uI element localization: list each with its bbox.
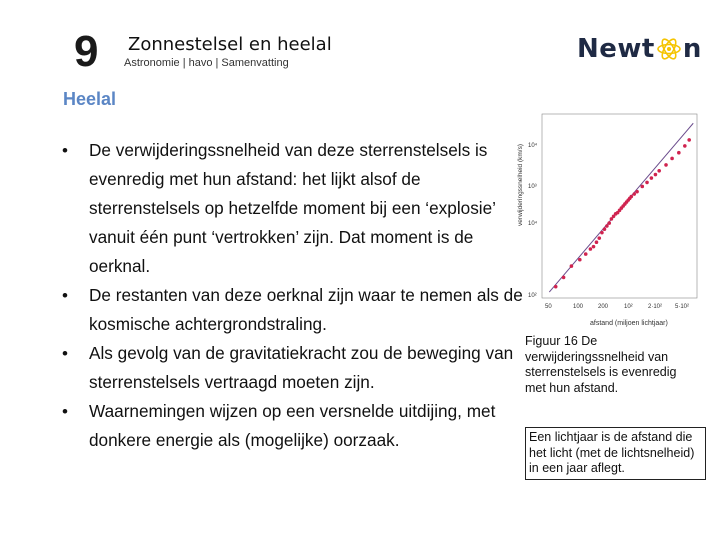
x-tick-label: 10² bbox=[624, 304, 633, 310]
newton-logo bbox=[577, 34, 702, 64]
y-tick-label: 10² bbox=[528, 293, 537, 299]
data-point bbox=[677, 151, 681, 155]
chapter-title: Zonnestelsel en heelal bbox=[128, 34, 332, 55]
data-point bbox=[607, 221, 611, 225]
bullet-item: • De verwijderingssnelheid van deze sterrenstelsels is evenredig met hun afstand: het lijkt alsof de sterrenstelsels op hetzelfde moment bij een ‘explosie’ vanuit één punt ‘vertrokken’ zijn. Dat moment is de oerknal. bbox=[60, 136, 530, 281]
data-point bbox=[654, 173, 658, 177]
lightyear-note: Een lichtjaar is de afstand die het licht (met de lichtsnelheid) in een jaar aflegt. bbox=[525, 427, 706, 480]
plot-area bbox=[542, 114, 697, 298]
chapter-number: 9 bbox=[74, 27, 99, 76]
data-point bbox=[578, 258, 582, 262]
x-tick-label: 100 bbox=[573, 304, 584, 310]
data-point bbox=[630, 195, 634, 199]
x-axis-label: afstand (miljoen lichtjaar) bbox=[590, 320, 668, 327]
data-point bbox=[562, 276, 566, 280]
data-point bbox=[635, 190, 639, 194]
data-point bbox=[584, 252, 588, 256]
x-tick-label: 2·10² bbox=[648, 304, 663, 310]
data-point bbox=[664, 163, 668, 167]
hubble-chart bbox=[512, 108, 702, 330]
bullet-item: • Als gevolg van de gravitatiekracht zou de beweging van sterrenstelsels vertraagd moeten zijn. bbox=[60, 339, 530, 397]
data-point bbox=[683, 144, 687, 148]
logo-text-left: Newt bbox=[577, 34, 655, 64]
atom-icon bbox=[656, 36, 682, 62]
data-point bbox=[632, 192, 636, 196]
bullet-item: • De restanten van deze oerknal zijn waar te nemen als de kosmische achtergrondstraling. bbox=[60, 281, 530, 339]
y-tick-label: 10⁴ bbox=[528, 143, 538, 149]
data-point bbox=[650, 176, 654, 180]
data-point bbox=[595, 240, 599, 244]
figure-caption: Figuur 16 De verwijderingssnelheid van sterrenstelsels is evenredig met hun afstand. bbox=[525, 334, 677, 395]
data-point bbox=[597, 236, 601, 240]
x-tick-label: 5·10² bbox=[675, 304, 690, 310]
y-tick-label: 10⁴ bbox=[528, 221, 538, 227]
data-point bbox=[589, 247, 593, 251]
y-tick-label: 10³ bbox=[528, 184, 537, 190]
section-title: Heelal bbox=[63, 89, 117, 109]
data-point bbox=[687, 138, 691, 142]
data-point bbox=[645, 181, 649, 185]
data-point bbox=[657, 169, 661, 173]
data-point bbox=[570, 264, 574, 268]
bullet-item: • Waarnemingen wijzen op een versnelde uitdijing, met donkere energie als (mogelijke) oorzaak. bbox=[60, 397, 530, 455]
chapter-subtitle: Astronomie | havo | Samenvatting bbox=[124, 57, 289, 69]
bullet-list bbox=[60, 136, 530, 455]
data-point bbox=[600, 231, 604, 235]
data-point bbox=[640, 185, 644, 189]
data-point bbox=[603, 227, 607, 231]
x-tick-label: 50 bbox=[545, 304, 552, 310]
x-tick-label: 200 bbox=[598, 304, 609, 310]
data-point bbox=[605, 224, 609, 228]
data-point bbox=[554, 285, 558, 289]
logo-text-right: n bbox=[682, 34, 702, 64]
data-point bbox=[670, 157, 674, 161]
data-point bbox=[592, 245, 596, 249]
y-axis-label: verwijderingssnelheid (km/s) bbox=[517, 144, 524, 226]
